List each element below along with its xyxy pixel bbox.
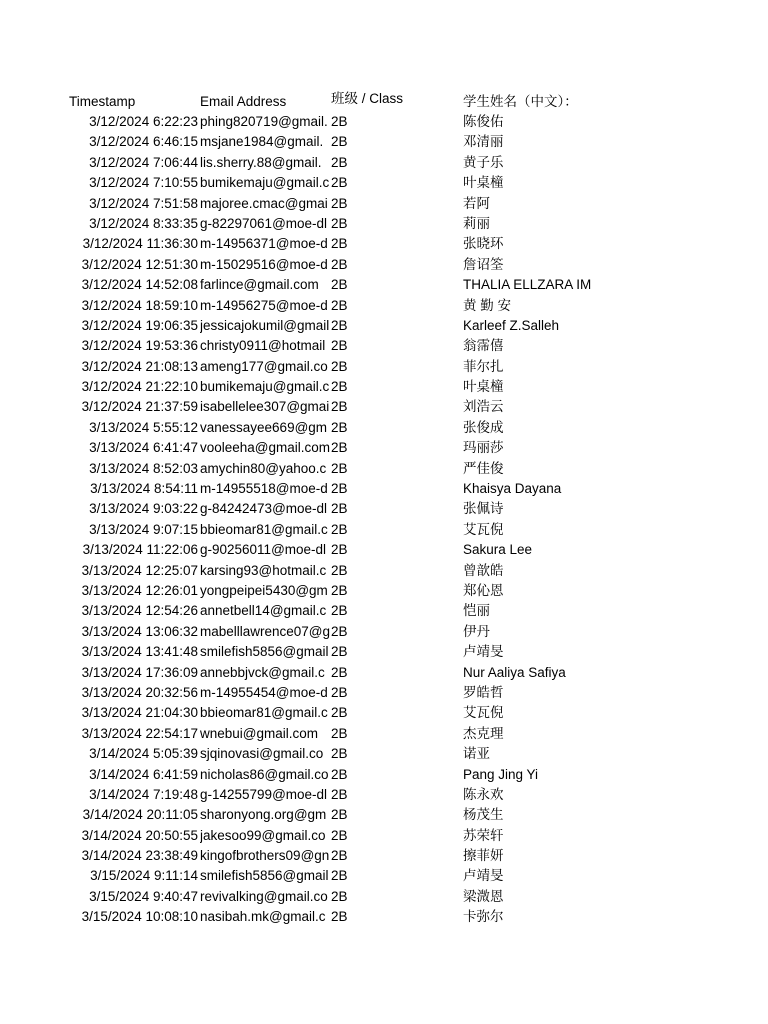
timestamp-cell: 3/13/2024 11:22:06 — [82, 542, 198, 558]
timestamp-cell: 3/12/2024 7:10:55 — [89, 175, 198, 191]
table-row — [0, 540, 768, 560]
table-row — [0, 194, 768, 214]
class-cell: 2B — [331, 827, 348, 843]
timestamp-cell: 3/13/2024 5:55:12 — [89, 419, 198, 435]
table-row — [0, 703, 768, 723]
student-name-cell: 玛丽莎 — [463, 440, 504, 456]
student-name-cell: Karleef Z.Salleh — [463, 317, 560, 333]
student-name-cell: Sakura Lee — [463, 542, 533, 558]
email-cell: vanessayee669@gm — [200, 419, 328, 435]
class-cell: 2B — [331, 338, 348, 354]
email-cell: nasibah.mk@gmail.c — [200, 909, 326, 925]
student-name-cell: 黄子乐 — [463, 154, 504, 170]
timestamp-cell: 3/13/2024 22:54:17 — [81, 725, 198, 741]
email-cell: smilefish5856@gmail — [200, 644, 329, 660]
email-cell: kingofbrothers09@gn — [200, 848, 330, 864]
table-row — [0, 255, 768, 275]
table-row — [0, 377, 768, 397]
student-name-cell: 卢靖旻 — [463, 868, 504, 884]
email-cell: revivalking@gmail.co — [200, 888, 328, 904]
student-name-cell: 张佩诗 — [463, 501, 504, 517]
email-header: Email Address — [200, 94, 287, 109]
student-name-cell: 陈俊佑 — [463, 114, 504, 129]
email-cell: karsing93@hotmail.c — [200, 562, 327, 578]
class-cell: 2B — [331, 582, 348, 598]
timestamp-cell: 3/12/2024 18:59:10 — [81, 297, 198, 313]
email-cell: wnebui@gmail.com — [200, 725, 318, 741]
class-cell: 2B — [331, 236, 348, 252]
student-name-cell: 擦菲妍 — [463, 848, 504, 864]
student-name-cell: 叶桌橦 — [463, 175, 504, 191]
class-cell: 2B — [331, 623, 348, 639]
email-cell: annebbjvck@gmail.c — [200, 664, 325, 680]
email-cell: ameng177@gmail.co — [200, 358, 328, 374]
class-cell: 2B — [331, 358, 348, 374]
timestamp-cell: 3/12/2024 14:52:08 — [81, 277, 198, 293]
timestamp-cell: 3/12/2024 6:46:15 — [89, 134, 198, 150]
timestamp-cell: 3/12/2024 21:37:59 — [81, 399, 198, 415]
timestamp-header: Timestamp — [69, 94, 136, 109]
timestamp-cell: 3/13/2024 20:32:56 — [81, 684, 198, 700]
email-cell: m-14955454@moe-d — [200, 684, 328, 700]
class-cell: 2B — [331, 419, 348, 435]
timestamp-cell: 3/12/2024 7:51:58 — [89, 195, 198, 211]
email-cell: majoree.cmac@gmai — [200, 195, 328, 211]
student-name-cell: 翁霈僖 — [463, 338, 504, 354]
student-name-cell: 恺丽 — [463, 603, 490, 619]
email-cell: phing820719@gmail. — [200, 114, 328, 129]
table-row — [0, 622, 768, 642]
timestamp-cell: 3/14/2024 5:05:39 — [89, 746, 198, 762]
timestamp-cell: 3/15/2024 9:11:14 — [90, 868, 198, 884]
email-cell: m-15029516@moe-d — [200, 256, 328, 272]
timestamp-cell: 3/13/2024 8:52:03 — [89, 460, 198, 476]
student-name-cell: 卢靖旻 — [463, 644, 504, 660]
class-cell: 2B — [331, 195, 348, 211]
email-cell: sjqinovasi@gmail.co — [200, 746, 324, 762]
table-row — [0, 683, 768, 703]
table-row — [0, 520, 768, 540]
class-cell: 2B — [331, 909, 348, 925]
timestamp-cell: 3/13/2024 17:36:09 — [81, 664, 198, 680]
timestamp-cell: 3/14/2024 23:38:49 — [81, 848, 198, 864]
table-row — [0, 887, 768, 907]
timestamp-cell: 3/12/2024 11:36:30 — [82, 236, 198, 252]
table-row — [0, 214, 768, 234]
student-name-cell: 刘浩云 — [463, 399, 504, 415]
student-name-cell: Nur Aaliya Safiya — [463, 664, 566, 680]
timestamp-cell: 3/13/2024 13:41:48 — [81, 644, 198, 660]
table-row — [0, 275, 768, 295]
timestamp-cell: 3/12/2024 21:08:13 — [81, 358, 198, 374]
class-cell: 2B — [331, 440, 348, 456]
table-row — [0, 581, 768, 601]
student-name-cell: 卡弥尔 — [463, 909, 504, 925]
email-cell: mabelllawrence07@g — [200, 623, 331, 639]
student-name-cell: 叶桌橦 — [463, 379, 504, 395]
class-cell: 2B — [331, 705, 348, 721]
class-cell: 2B — [331, 725, 348, 741]
timestamp-cell: 3/13/2024 12:54:26 — [81, 603, 198, 619]
table-row — [0, 459, 768, 479]
class-cell: 2B — [331, 154, 348, 170]
student-name-cell: 杨茂生 — [463, 807, 504, 823]
email-cell: g-90256011@moe-dl — [200, 542, 327, 558]
timestamp-cell: 3/12/2024 19:53:36 — [81, 338, 198, 354]
table-row — [0, 846, 768, 866]
class-cell: 2B — [331, 379, 348, 395]
table-row — [0, 724, 768, 744]
class-cell: 2B — [331, 562, 348, 578]
email-cell: bbieomar81@gmail.c — [200, 705, 328, 721]
email-cell: g-84242473@moe-dl — [200, 501, 328, 517]
student-name-cell: 诺亚 — [463, 746, 490, 762]
table-row — [0, 173, 768, 193]
student-name-cell: 艾瓦倪 — [463, 521, 504, 537]
timestamp-cell: 3/12/2024 8:33:35 — [89, 215, 198, 231]
class-cell: 2B — [331, 399, 348, 415]
table-row — [0, 907, 768, 927]
email-cell: m-14956275@moe-d — [200, 297, 328, 313]
student-name-cell: 梁溦恩 — [463, 888, 504, 904]
table-row — [0, 805, 768, 825]
class-cell: 2B — [331, 603, 348, 619]
table-row — [0, 418, 768, 438]
student-name-cell: Pang Jing Yi — [463, 766, 539, 782]
email-cell: amychin80@yahoo.c — [200, 460, 327, 476]
timestamp-cell: 3/13/2024 13:06:32 — [81, 623, 198, 639]
table-row — [0, 744, 768, 764]
table-row — [0, 234, 768, 254]
class-cell: 2B — [331, 256, 348, 272]
email-cell: g-82297061@moe-dl — [200, 215, 328, 231]
class-cell: 2B — [331, 684, 348, 700]
student-name-cell: 詹诏筌 — [463, 256, 504, 272]
class-cell: 2B — [331, 501, 348, 517]
email-cell: annetbell14@gmail.c — [200, 603, 327, 619]
timestamp-cell: 3/14/2024 6:41:59 — [89, 766, 198, 782]
table-row — [0, 357, 768, 377]
table-row — [0, 826, 768, 846]
email-cell: jessicajokumil@gmail — [200, 317, 330, 333]
class-cell: 2B — [331, 848, 348, 864]
table-row — [0, 336, 768, 356]
student-name-cell: 郑伈恩 — [463, 582, 504, 598]
timestamp-cell: 3/13/2024 6:41:47 — [89, 440, 198, 456]
student-name-cell: 罗皓哲 — [463, 684, 504, 700]
table-row — [0, 132, 768, 152]
student-name-cell: 邓清丽 — [463, 134, 504, 150]
class-cell: 2B — [331, 215, 348, 231]
student-name-cell: 严佳俊 — [463, 460, 504, 476]
student-name-cell: 陈永欢 — [463, 786, 504, 802]
table-row — [0, 479, 768, 499]
email-cell: smilefish5856@gmail — [200, 868, 329, 884]
class-cell: 2B — [331, 481, 348, 497]
timestamp-cell: 3/15/2024 10:08:10 — [81, 909, 198, 925]
email-cell: jakesoo99@gmail.co — [200, 827, 326, 843]
student-name-header: 学生姓名（中文）： — [463, 94, 578, 109]
class-cell: 2B — [331, 134, 348, 150]
student-name-cell: 杰克理 — [463, 725, 504, 741]
table-row — [0, 397, 768, 417]
timestamp-cell: 3/13/2024 12:25:07 — [81, 562, 198, 578]
timestamp-cell: 3/14/2024 20:50:55 — [81, 827, 198, 843]
email-cell: g-14255799@moe-dl — [200, 786, 328, 802]
student-name-cell: 张俊成 — [463, 419, 504, 435]
email-cell: isabellelee307@gmai — [200, 399, 330, 415]
table-row — [0, 663, 768, 683]
timestamp-cell: 3/12/2024 19:06:35 — [81, 317, 198, 333]
email-cell: farlince@gmail.com — [200, 277, 319, 293]
email-cell: nicholas86@gmail.co — [200, 766, 329, 782]
email-cell: sharonyong.org@gm — [200, 807, 327, 823]
table-row — [0, 499, 768, 519]
timestamp-cell: 3/13/2024 21:04:30 — [81, 705, 198, 721]
class-cell: 2B — [331, 888, 348, 904]
student-name-cell: 伊丹 — [463, 623, 490, 639]
class-cell: 2B — [331, 114, 348, 129]
timestamp-cell: 3/12/2024 7:06:44 — [89, 154, 198, 170]
email-cell: yongpeipei5430@gm — [200, 582, 328, 598]
student-name-cell: 若阿 — [463, 195, 490, 211]
student-name-cell: 菲尔扎 — [463, 358, 504, 374]
timestamp-cell: 3/12/2024 21:22:10 — [81, 379, 198, 395]
student-name-cell: 曾歆皓 — [463, 562, 504, 578]
email-cell: vooleeha@gmail.com — [200, 440, 331, 456]
responses-sheet — [0, 92, 768, 928]
class-cell: 2B — [331, 317, 348, 333]
email-cell: bumikemaju@gmail.c — [200, 175, 330, 191]
class-cell: 2B — [331, 521, 348, 537]
timestamp-cell: 3/14/2024 7:19:48 — [89, 786, 198, 802]
timestamp-cell: 3/12/2024 12:51:30 — [81, 256, 198, 272]
email-cell: bumikemaju@gmail.c — [200, 379, 330, 395]
table-row — [0, 112, 768, 132]
student-name-cell: 苏荣轩 — [463, 827, 504, 843]
class-cell: 2B — [331, 175, 348, 191]
class-cell: 2B — [331, 746, 348, 762]
class-cell: 2B — [331, 807, 348, 823]
table-row — [0, 642, 768, 662]
timestamp-cell: 3/13/2024 12:26:01 — [81, 582, 198, 598]
table-row — [0, 438, 768, 458]
table-row — [0, 785, 768, 805]
class-cell: 2B — [331, 542, 348, 558]
class-cell: 2B — [331, 868, 348, 884]
table-body — [0, 112, 768, 928]
class-cell: 2B — [331, 460, 348, 476]
student-name-cell: 黄 勤 安 — [463, 297, 512, 313]
timestamp-cell: 3/13/2024 9:07:15 — [89, 521, 198, 537]
timestamp-cell: 3/13/2024 8:54:11 — [90, 481, 198, 497]
student-name-cell: 莉丽 — [463, 215, 490, 231]
class-cell: 2B — [331, 277, 348, 293]
email-cell: bbieomar81@gmail.c — [200, 521, 328, 537]
table-row — [0, 316, 768, 336]
email-cell: msjane1984@gmail. — [200, 134, 324, 150]
table-row — [0, 296, 768, 316]
class-header: 班级 / Class — [331, 91, 404, 106]
table-row — [0, 601, 768, 621]
table-row — [0, 866, 768, 886]
class-cell: 2B — [331, 786, 348, 802]
email-cell: christy0911@hotmail — [200, 338, 326, 354]
student-name-cell: 艾瓦倪 — [463, 705, 504, 721]
class-cell: 2B — [331, 664, 348, 680]
table-row — [0, 765, 768, 785]
timestamp-cell: 3/15/2024 9:40:47 — [89, 888, 198, 904]
email-cell: lis.sherry.88@gmail. — [200, 154, 322, 170]
header-row — [0, 92, 768, 112]
timestamp-cell: 3/13/2024 9:03:22 — [89, 501, 198, 517]
timestamp-cell: 3/14/2024 20:11:05 — [82, 807, 198, 823]
table-row — [0, 153, 768, 173]
email-cell: m-14956371@moe-d — [200, 236, 328, 252]
student-name-cell: 张晓环 — [463, 236, 504, 252]
table-row — [0, 561, 768, 581]
class-cell: 2B — [331, 644, 348, 660]
timestamp-cell: 3/12/2024 6:22:23 — [89, 114, 198, 129]
class-cell: 2B — [331, 766, 348, 782]
student-name-cell: Khaisya Dayana — [463, 481, 562, 497]
class-cell: 2B — [331, 297, 348, 313]
email-cell: m-14955518@moe-d — [200, 481, 328, 497]
student-name-cell: THALIA ELLZARA IM — [463, 277, 592, 293]
